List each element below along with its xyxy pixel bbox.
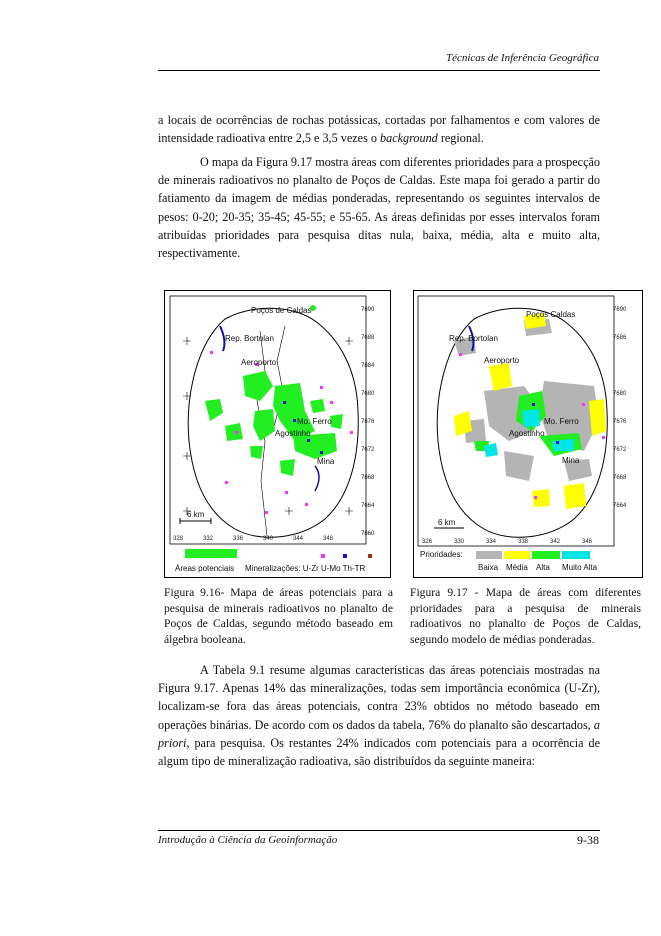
paragraph-1-emphasis: background xyxy=(380,131,438,146)
svg-text:7664: 7664 xyxy=(361,503,375,509)
place-agostinho-917: Agostinho xyxy=(509,429,545,438)
legend-mineral-label: Mineralizações: U-Zr U-Mo Th-TR xyxy=(245,564,366,573)
svg-text:7690: 7690 xyxy=(361,307,375,313)
svg-text:7660: 7660 xyxy=(361,531,375,537)
legend-potential-swatch xyxy=(185,549,237,558)
legend-media: Média xyxy=(506,563,528,572)
place-pocos-de-caldas: Poços de Caldas xyxy=(251,306,312,315)
running-header: Técnicas de Inferência Geográfica xyxy=(445,52,599,64)
legend-muito-alta-swatch xyxy=(562,551,590,559)
paragraph-1-text-a: a locais de ocorrências de rochas potássicas, cortadas por falhamentos e com valores de intensidade radioativa entre 2,5 e 3,5 vezes o xyxy=(158,113,600,146)
svg-text:344: 344 xyxy=(293,536,304,542)
svg-text:7676: 7676 xyxy=(613,419,627,425)
svg-text:334: 334 xyxy=(486,539,497,545)
figure-9-17-map xyxy=(413,290,643,578)
svg-text:342: 342 xyxy=(550,539,561,545)
svg-text:348: 348 xyxy=(323,536,334,542)
svg-text:346: 346 xyxy=(582,539,593,545)
legend-potential-label: Áreas potenciais xyxy=(175,564,235,573)
svg-text:326: 326 xyxy=(422,539,433,545)
scale-bar-label: 6 km xyxy=(187,510,205,519)
place-rep-bortolan-917: Rep. Bortolan xyxy=(449,334,498,343)
paragraph-3-text-b: , para pesquisa. Os restantes 24% indicados com potenciais para a ocorrência de algum tipo de mineralização radioativa, são distribuídos da seguinte maneira: xyxy=(158,735,600,769)
svg-text:7672: 7672 xyxy=(613,447,627,453)
svg-text:7680: 7680 xyxy=(613,391,627,397)
place-mina: Mina xyxy=(317,457,335,466)
svg-text:328: 328 xyxy=(173,536,184,542)
svg-text:7686: 7686 xyxy=(613,335,627,341)
svg-text:7672: 7672 xyxy=(361,447,375,453)
header-rule xyxy=(158,70,600,71)
svg-text:338: 338 xyxy=(518,539,529,545)
paragraph-1 xyxy=(158,111,600,147)
place-rep-bortolan: Rep. Bortolan xyxy=(225,334,274,343)
figure-9-16-map xyxy=(164,290,391,578)
place-mina-917: Mina xyxy=(562,456,580,465)
place-aeroporto: Aeroporto xyxy=(241,358,277,367)
paragraph-3-emphasis: a priori xyxy=(158,717,600,750)
paragraph-2: O mapa da Figura 9.17 mostra áreas com diferentes prioridades para a prospecção de minerais radioativos no planalto de Poços de Caldas. Este mapa foi gerado a partir do fatiamento da imagem de médias ponderadas, representando os seguintes intervalos de pesos: 0-20; 20-35; 35-45; 45-55; e 55-65. As áreas definidas por esses intervalos foram atribuídas prioridades para pesquisa ditas nula, baixa, média, alta e muito alta, respectivamente. xyxy=(158,155,600,261)
page-number: 9-38 xyxy=(577,833,599,847)
place-aeroporto-917: Aeroporto xyxy=(484,356,520,365)
footer-rule xyxy=(158,830,600,831)
place-pocos-caldas: Poços Caldas xyxy=(526,310,576,319)
legend-alta-swatch xyxy=(532,551,560,559)
scale-bar-label-917: 6 km xyxy=(438,518,456,527)
svg-text:332: 332 xyxy=(203,536,214,542)
legend-baixa: Baixa xyxy=(478,563,499,572)
svg-text:7684: 7684 xyxy=(361,363,375,369)
place-morro-ferro-917: Mo. Ferro xyxy=(544,417,579,426)
svg-text:340: 340 xyxy=(263,536,274,542)
svg-text:7664: 7664 xyxy=(613,503,627,509)
svg-text:336: 336 xyxy=(233,536,244,542)
svg-text:7680: 7680 xyxy=(361,391,375,397)
svg-text:7676: 7676 xyxy=(361,419,375,425)
figure-9-16-caption: Figura 9.16- Mapa de áreas potenciais para a pesquisa de minerais radioativos no planalto de Poços de Caldas, segundo método baseado em álgebra booleana. xyxy=(164,586,393,646)
svg-text:7688: 7688 xyxy=(361,335,375,341)
figure-9-17-caption: Figura 9.17 - Mapa de áreas com diferentes prioridades para a pesquisa de minerais radioativos no planalto de Poços de Caldas, segundo modelo de médias ponderadas. xyxy=(410,586,641,646)
svg-text:330: 330 xyxy=(454,539,465,545)
paragraph-1-text-b: regional. xyxy=(437,131,484,146)
legend-alta: Alta xyxy=(536,563,550,572)
svg-text:7668: 7668 xyxy=(361,475,375,481)
legend-title: Prioridades: xyxy=(420,550,463,559)
place-morro-ferro: Mo. Ferro xyxy=(297,417,332,426)
paragraph-3 xyxy=(158,661,600,770)
paragraph-3-text-a: A Tabela 9.1 resume algumas características das áreas potenciais mostradas na Figura 9.17. Apenas 14% das mineralizações, todas sem importância econômica (U-Zr), localizam-se fora das áreas potenciais, contra 23% obtidos no método baseado em operações binárias. De acordo com os dados da tabela, 76% do planalto são descartados, xyxy=(158,663,600,732)
footer-title: Introdução à Ciência da Geoinformação xyxy=(158,834,338,846)
place-agostinho: Agostinho xyxy=(275,429,311,438)
legend-baixa-swatch xyxy=(476,551,502,559)
svg-text:7668: 7668 xyxy=(613,475,627,481)
legend-muito-alta: Muito Alta xyxy=(562,563,598,572)
svg-text:7690: 7690 xyxy=(613,307,627,313)
legend-media-swatch xyxy=(504,551,530,559)
